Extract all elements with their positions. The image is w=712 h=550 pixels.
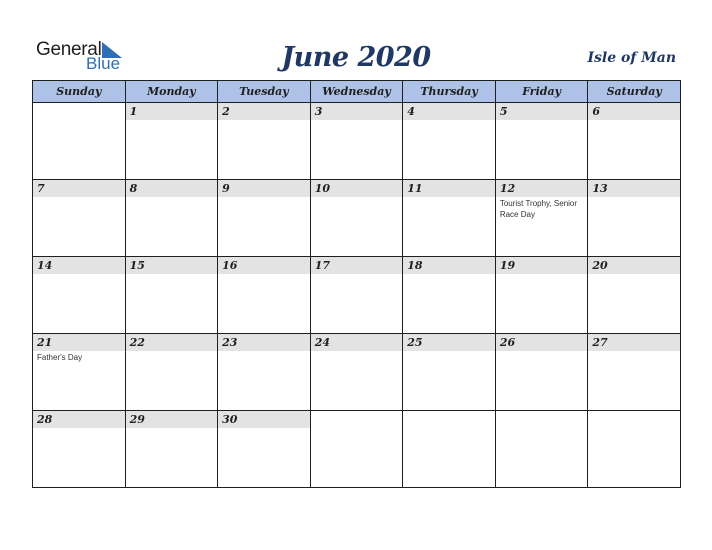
day-cell bbox=[495, 411, 588, 488]
holiday-label: Tourist Trophy, Senior Race Day bbox=[499, 199, 578, 219]
logo-text-blue: Blue bbox=[86, 54, 121, 73]
day-cell bbox=[403, 103, 496, 180]
day-number: 12 bbox=[496, 180, 588, 197]
day-cell bbox=[33, 180, 126, 257]
day-number: 23 bbox=[218, 334, 310, 351]
day-number: 22 bbox=[126, 334, 218, 351]
day-cell bbox=[33, 103, 126, 180]
day-number: 7 bbox=[33, 180, 125, 197]
weekday-header-friday: Friday bbox=[495, 81, 588, 103]
day-number: 9 bbox=[218, 180, 310, 197]
day-cell bbox=[125, 257, 218, 334]
day-cell bbox=[218, 180, 311, 257]
weekday-header-monday: Monday bbox=[125, 81, 218, 103]
day-cell bbox=[218, 103, 311, 180]
day-cell bbox=[310, 334, 403, 411]
generalblue-logo bbox=[36, 40, 136, 76]
day-cell bbox=[403, 411, 496, 488]
page-title: June 2020 bbox=[281, 42, 431, 73]
weekday-header-row bbox=[33, 81, 681, 103]
holiday-label: Father's Day bbox=[37, 353, 83, 362]
day-cell bbox=[495, 103, 588, 180]
day-cell bbox=[588, 411, 681, 488]
logo-text-general: General bbox=[36, 39, 102, 60]
day-cell bbox=[310, 103, 403, 180]
day-number: 28 bbox=[33, 411, 125, 428]
day-number: 2 bbox=[218, 103, 310, 120]
weekday-header-wednesday: Wednesday bbox=[310, 81, 403, 103]
day-number: 1 bbox=[126, 103, 218, 120]
week-row bbox=[33, 180, 681, 257]
calendar-grid bbox=[32, 80, 681, 488]
day-cell bbox=[588, 103, 681, 180]
day-number: 30 bbox=[218, 411, 310, 428]
day-cell bbox=[495, 180, 588, 257]
day-number: 26 bbox=[496, 334, 588, 351]
day-number: 21 bbox=[33, 334, 125, 351]
day-number: 20 bbox=[588, 257, 680, 274]
day-number: 13 bbox=[588, 180, 680, 197]
day-cell bbox=[403, 180, 496, 257]
day-cell bbox=[310, 257, 403, 334]
day-cell bbox=[33, 334, 126, 411]
day-number: 15 bbox=[126, 257, 218, 274]
day-cell bbox=[588, 334, 681, 411]
day-number: 16 bbox=[218, 257, 310, 274]
day-number: 6 bbox=[588, 103, 680, 120]
day-number: 19 bbox=[496, 257, 588, 274]
day-number: 25 bbox=[403, 334, 495, 351]
day-number: 24 bbox=[311, 334, 403, 351]
calendar-body bbox=[33, 103, 681, 488]
day-cell bbox=[403, 334, 496, 411]
day-cell bbox=[218, 257, 311, 334]
day-cell bbox=[125, 411, 218, 488]
weekday-header-sunday: Sunday bbox=[33, 81, 126, 103]
day-cell bbox=[403, 257, 496, 334]
week-row bbox=[33, 103, 681, 180]
day-cell bbox=[495, 257, 588, 334]
day-number: 4 bbox=[403, 103, 495, 120]
day-cell bbox=[588, 180, 681, 257]
weekday-header-tuesday: Tuesday bbox=[218, 81, 311, 103]
day-number: 10 bbox=[311, 180, 403, 197]
day-cell bbox=[33, 257, 126, 334]
day-cell bbox=[125, 103, 218, 180]
day-number: 27 bbox=[588, 334, 680, 351]
day-number: 14 bbox=[33, 257, 125, 274]
week-row bbox=[33, 334, 681, 411]
day-number: 3 bbox=[311, 103, 403, 120]
day-number: 18 bbox=[403, 257, 495, 274]
day-cell bbox=[495, 334, 588, 411]
day-number: 5 bbox=[496, 103, 588, 120]
week-row bbox=[33, 257, 681, 334]
weekday-header-thursday: Thursday bbox=[403, 81, 496, 103]
day-number: 11 bbox=[403, 180, 495, 197]
region-label: Isle of Man bbox=[587, 50, 676, 66]
day-cell bbox=[33, 411, 126, 488]
day-cell bbox=[310, 180, 403, 257]
day-cell bbox=[125, 334, 218, 411]
day-number: 8 bbox=[126, 180, 218, 197]
weekday-header-saturday: Saturday bbox=[588, 81, 681, 103]
week-row bbox=[33, 411, 681, 488]
day-cell bbox=[218, 334, 311, 411]
day-cell bbox=[310, 411, 403, 488]
day-cell bbox=[588, 257, 681, 334]
day-number: 29 bbox=[126, 411, 218, 428]
day-cell bbox=[218, 411, 311, 488]
day-number: 17 bbox=[311, 257, 403, 274]
day-cell bbox=[125, 180, 218, 257]
